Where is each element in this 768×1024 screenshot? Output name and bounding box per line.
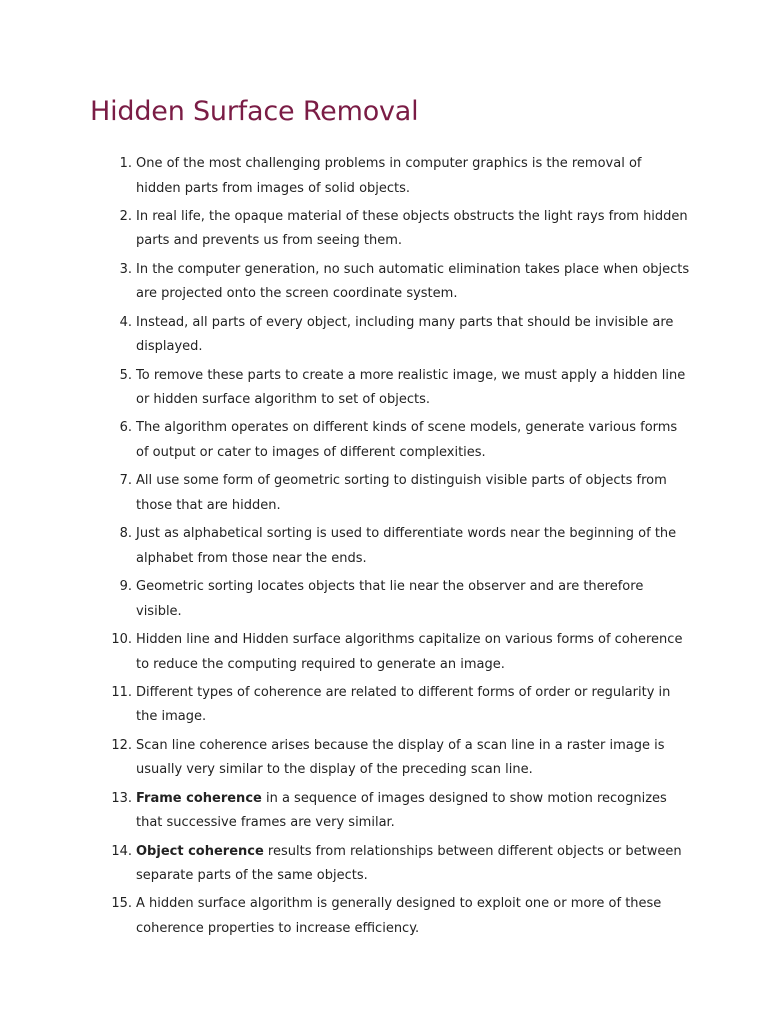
list-item-number: 8. xyxy=(119,526,132,542)
list-item-number: 15. xyxy=(111,896,132,912)
list-item-text: in a sequence of images designed to show motion recognizes that successive frames are very similar. xyxy=(136,790,667,831)
list-item-number: 10. xyxy=(111,632,132,648)
list-item-text: One of the most challenging problems in computer graphics is the removal of hidden parts from images of solid objects. xyxy=(136,156,642,196)
list-item xyxy=(100,681,690,730)
list-item-text: In real life, the opaque material of these objects obstructs the light rays from hidden parts and prevents us from seeing them. xyxy=(136,208,688,249)
list-item xyxy=(100,469,690,518)
list-item-text: Hidden line and Hidden surface algorithms capitalize on various forms of coherence to reduce the computing required to generate an image. xyxy=(136,632,683,672)
list-item-number: 13. xyxy=(111,790,132,806)
list-item-text: A hidden surface algorithm is generally designed to exploit one or more of these coherence properties to increase efficiency. xyxy=(136,896,662,936)
list-item-text: All use some form of geometric sorting to distinguish visible parts of objects from those that are hidden. xyxy=(136,473,667,513)
list-item xyxy=(100,892,690,941)
list-item xyxy=(100,522,690,571)
list-item-text: Geometric sorting locates objects that lie near the observer and are therefore visible. xyxy=(136,579,644,619)
list-item xyxy=(100,258,690,307)
list-item-lead-term: Frame coherence xyxy=(136,790,262,806)
list-item-number: 9. xyxy=(119,579,132,595)
list-item-text: Different types of coherence are related to different forms of order or regularity in the image. xyxy=(136,684,671,725)
list-item xyxy=(100,205,690,254)
list-item-number: 2. xyxy=(119,208,132,224)
list-item-number: 4. xyxy=(119,314,132,330)
list-item-number: 6. xyxy=(119,420,132,436)
list-item-number: 7. xyxy=(119,473,132,489)
list-item-text: The algorithm operates on different kinds of scene models, generate various forms of output or cater to images of different complexities. xyxy=(136,420,678,460)
list-item-number: 12. xyxy=(111,737,132,753)
list-item xyxy=(100,787,690,836)
list-item xyxy=(100,416,690,465)
numbered-list xyxy=(100,152,690,945)
list-item xyxy=(100,575,690,624)
list-item-text: Instead, all parts of every object, including many parts that should be invisible are displayed. xyxy=(136,314,674,355)
list-item-number: 1. xyxy=(119,156,132,171)
list-item xyxy=(100,628,690,677)
list-item-text: Scan line coherence arises because the display of a scan line in a raster image is usually very similar to the display of the preceding scan line. xyxy=(136,737,665,778)
list-item xyxy=(100,840,690,889)
list-item-number: 3. xyxy=(119,261,132,277)
list-item-text: Just as alphabetical sorting is used to differentiate words near the beginning of the alphabet from those near the ends. xyxy=(136,526,677,566)
list-item xyxy=(100,311,690,360)
list-item-lead-term: Object coherence xyxy=(136,843,264,859)
page-title: Hidden Surface Removal xyxy=(90,96,419,127)
list-item-text: To remove these parts to create a more realistic image, we must apply a hidden line or hidden surface algorithm to set of objects. xyxy=(136,367,686,408)
list-item-number: 11. xyxy=(111,684,132,700)
list-item-text: results from relationships between different objects or between separate parts of the same objects. xyxy=(136,843,682,884)
list-item xyxy=(100,364,690,413)
list-item-number: 5. xyxy=(119,367,132,383)
list-item-text: In the computer generation, no such automatic elimination takes place when objects are projected onto the screen coordinate system. xyxy=(136,261,690,302)
list-item-number: 14. xyxy=(111,843,132,859)
list-item xyxy=(100,734,690,783)
list-item xyxy=(100,152,690,201)
